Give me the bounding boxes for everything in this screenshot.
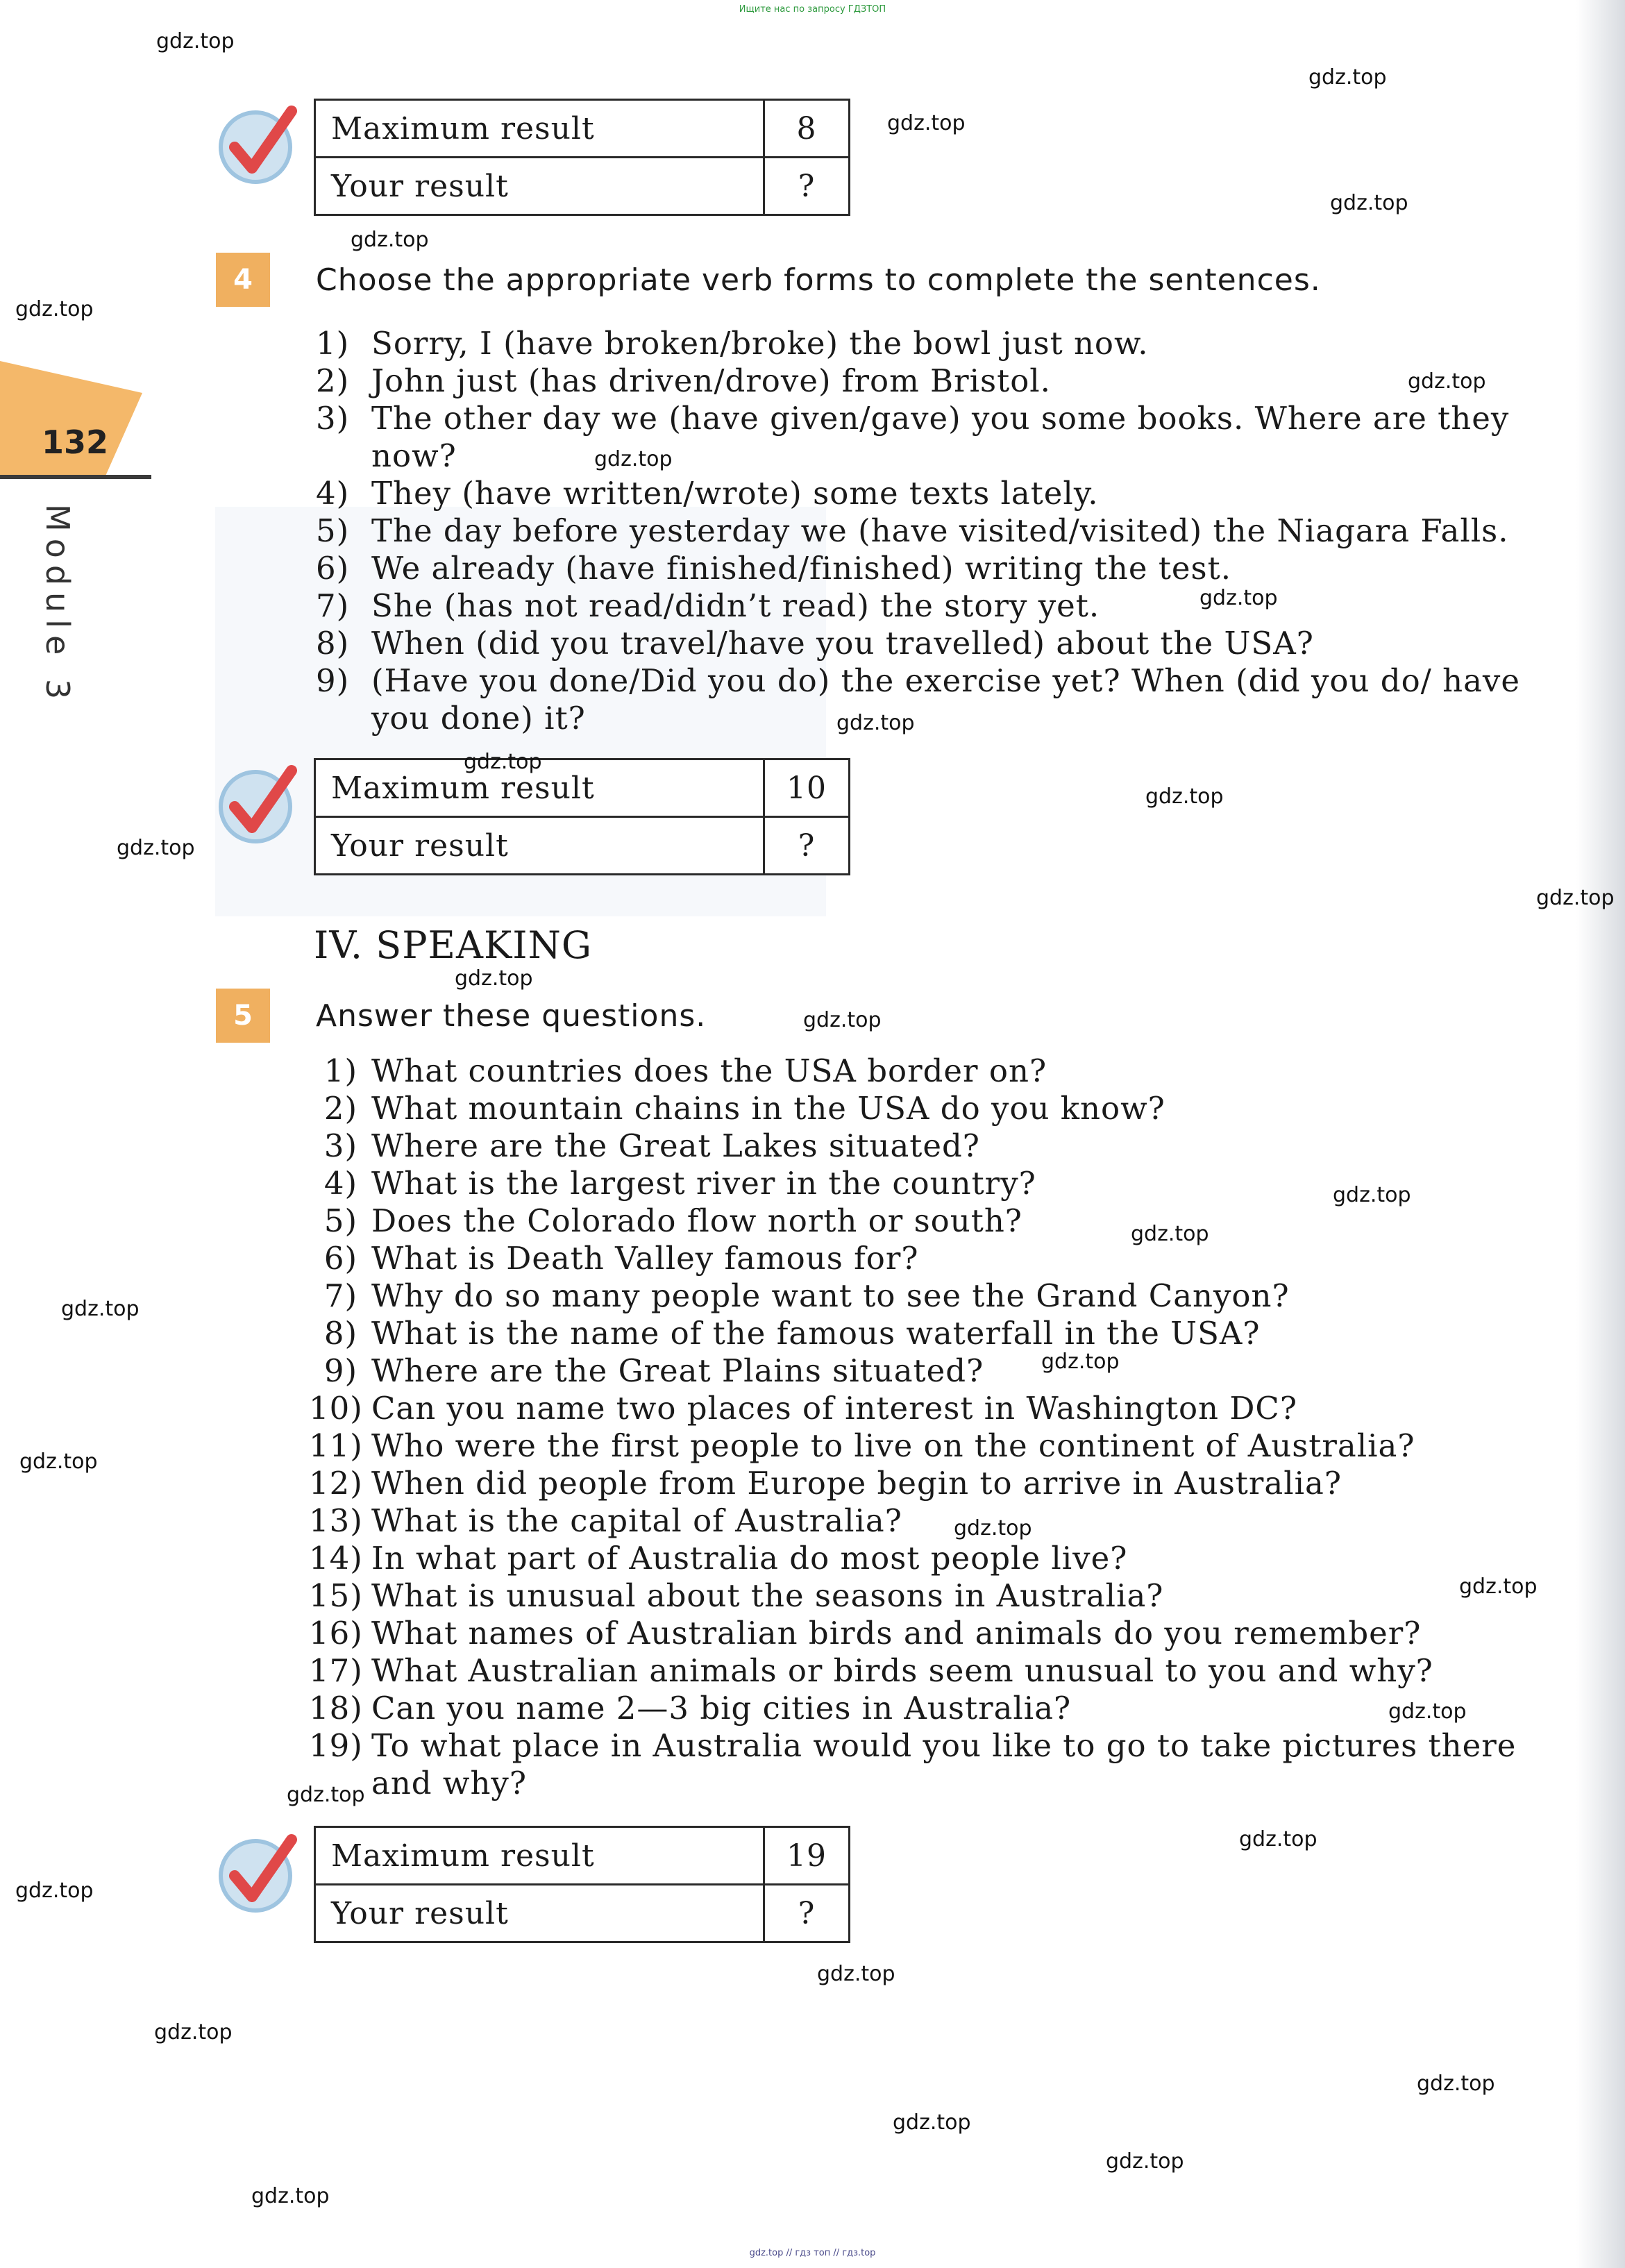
your-result-value: ? — [764, 1885, 850, 1942]
item-number: 1) — [316, 325, 350, 362]
watermark: gdz.top — [1106, 2149, 1184, 2174]
item-number: 13) — [309, 1502, 363, 1539]
list-item — [309, 1427, 1579, 1465]
item-number: 17) — [309, 1652, 363, 1689]
watermark: gdz.top — [61, 1297, 140, 1321]
item-text: What mountain chains in the USA do you know? — [371, 1090, 1165, 1127]
item-number: 4) — [316, 475, 350, 512]
item-text: Who were the first people to live on the continent of Australia? — [371, 1427, 1415, 1464]
item-number: 6) — [316, 550, 350, 587]
watermark: gdz.top — [351, 228, 429, 252]
list-item — [316, 1127, 1579, 1165]
module-label: Module 3 — [39, 504, 76, 707]
watermark: gdz.top — [594, 447, 673, 471]
result-table-3 — [314, 1826, 850, 1943]
page-number: 132 — [42, 423, 109, 461]
item-number: 11) — [309, 1427, 363, 1464]
page-tab-shape — [0, 361, 146, 479]
list-item — [316, 1202, 1579, 1240]
item-text: (Have you done/Did you do) the exercise yet? When (did you do/ have you done) it? — [371, 662, 1520, 737]
item-number: 19) — [309, 1727, 363, 1764]
item-text: When (did you travel/have you travelled) about the USA? — [371, 625, 1314, 662]
watermark: gdz.top — [1459, 1574, 1538, 1599]
item-number: 5) — [316, 512, 350, 549]
item-text: Can you name two places of interest in Washington DC? — [371, 1390, 1297, 1427]
watermark: gdz.top — [887, 111, 966, 135]
item-text: What is the capital of Australia? — [371, 1502, 902, 1539]
watermark: gdz.top — [1239, 1827, 1317, 1851]
watermark: gdz.top — [1408, 369, 1486, 394]
item-text: What is Death Valley famous for? — [371, 1240, 919, 1277]
item-text: What is unusual about the seasons in Australia? — [371, 1577, 1164, 1614]
your-result-label: Your result — [315, 817, 764, 875]
item-number: 15) — [309, 1577, 363, 1614]
item-number: 1) — [323, 1052, 357, 1089]
item-text: What Australian animals or birds seem unusual to you and why? — [371, 1652, 1433, 1689]
item-text: Does the Colorado flow north or south? — [371, 1202, 1022, 1239]
item-text: John just (has driven/drove) from Bristol. — [371, 362, 1051, 399]
your-result-label: Your result — [315, 1885, 764, 1942]
list-item — [316, 362, 1579, 400]
list-item — [316, 400, 1579, 475]
your-result-value: ? — [764, 817, 850, 875]
item-number: 14) — [309, 1540, 363, 1577]
watermark: gdz.top — [893, 2110, 971, 2135]
item-text: What is the largest river in the country? — [371, 1165, 1036, 1202]
item-number: 9) — [316, 662, 350, 699]
list-item — [309, 1465, 1579, 1502]
watermark: gdz.top — [954, 1516, 1032, 1540]
item-number: 7) — [316, 587, 350, 624]
list-item — [316, 1052, 1579, 1090]
watermark: gdz.top — [464, 750, 542, 774]
list-item — [316, 1090, 1579, 1127]
item-text: They (have written/wrote) some texts lately. — [371, 475, 1099, 512]
page-tab-divider — [0, 475, 151, 479]
item-number: 7) — [323, 1277, 357, 1314]
self-check-icon — [214, 1833, 297, 1916]
self-check-icon — [214, 104, 297, 187]
watermark: gdz.top — [1041, 1350, 1120, 1374]
item-number: 2) — [316, 362, 350, 399]
task4-sentence-list — [316, 325, 1579, 737]
list-item — [309, 1540, 1579, 1577]
watermark: gdz.top — [836, 711, 915, 735]
footer-note: gdz.top // гдз топ // гдз.top — [749, 2248, 876, 2258]
list-item — [316, 587, 1579, 625]
item-text: She (has not read/didn’t read) the story yet. — [371, 587, 1100, 624]
watermark: gdz.top — [287, 1783, 365, 1807]
item-number: 12) — [309, 1465, 363, 1502]
watermark: gdz.top — [1145, 784, 1224, 809]
watermark: gdz.top — [19, 1450, 98, 1474]
page-edge-shadow — [1576, 0, 1625, 2268]
watermark: gdz.top — [117, 836, 195, 860]
maximum-result-label: Maximum result — [315, 759, 764, 817]
item-text: To what place in Australia would you like to go to take pictures there and why? — [371, 1727, 1517, 1801]
watermark: gdz.top — [1199, 586, 1278, 610]
watermark: gdz.top — [803, 1008, 882, 1032]
watermark: gdz.top — [15, 1879, 94, 1903]
task-instruction: Answer these questions. — [316, 998, 707, 1034]
maximum-result-value: 19 — [764, 1827, 850, 1885]
task-number-badge: 4 — [216, 253, 270, 307]
item-number: 8) — [316, 625, 350, 662]
list-item — [309, 1615, 1579, 1652]
maximum-result-label: Maximum result — [315, 1827, 764, 1885]
header-note: Ищите нас по запросу ГДЗТОП — [739, 4, 886, 15]
list-item — [309, 1652, 1579, 1690]
item-text: When did people from Europe begin to arrive in Australia? — [371, 1465, 1342, 1502]
watermark: gdz.top — [1417, 2072, 1495, 2096]
list-item — [309, 1502, 1579, 1540]
item-text: We already (have finished/finished) writing the test. — [371, 550, 1232, 587]
task-number-badge: 5 — [216, 989, 270, 1043]
item-number: 18) — [309, 1690, 363, 1727]
list-item — [309, 1390, 1579, 1427]
item-text: Where are the Great Plains situated? — [371, 1352, 984, 1389]
item-text: In what part of Australia do most people live? — [371, 1540, 1128, 1577]
watermark: gdz.top — [817, 1962, 895, 1986]
item-text: Sorry, I (have broken/broke) the bowl just now. — [371, 325, 1149, 362]
item-number: 6) — [323, 1240, 357, 1277]
list-item — [316, 550, 1579, 587]
item-number: 3) — [316, 400, 350, 437]
your-result-label: Your result — [315, 158, 764, 215]
item-number: 5) — [323, 1202, 357, 1239]
list-item — [316, 512, 1579, 550]
item-number: 9) — [323, 1352, 357, 1389]
list-item — [316, 662, 1579, 737]
your-result-value: ? — [764, 158, 850, 215]
item-text: The other day we (have given/gave) you some books. Where are they now? — [371, 400, 1510, 474]
item-number: 10) — [309, 1390, 363, 1427]
watermark: gdz.top — [1536, 886, 1615, 910]
watermark: gdz.top — [1308, 65, 1387, 90]
watermark: gdz.top — [154, 2020, 233, 2044]
maximum-result-value: 10 — [764, 759, 850, 817]
watermark: gdz.top — [156, 29, 235, 53]
list-item — [316, 1315, 1579, 1352]
list-item — [316, 1277, 1579, 1315]
item-text: Why do so many people want to see the Grand Canyon? — [371, 1277, 1290, 1314]
item-number: 3) — [323, 1127, 357, 1164]
watermark: gdz.top — [1333, 1183, 1411, 1207]
item-text: What names of Australian birds and animals do you remember? — [371, 1615, 1422, 1652]
item-text: What is the name of the famous waterfall in the USA? — [371, 1315, 1261, 1352]
list-item — [316, 475, 1579, 512]
item-text: Can you name 2—3 big cities in Australia? — [371, 1690, 1072, 1727]
maximum-result-value: 8 — [764, 100, 850, 158]
item-text: The day before yesterday we (have visited/visited) the Niagara Falls. — [371, 512, 1509, 549]
watermark: gdz.top — [455, 966, 533, 991]
watermark: gdz.top — [1388, 1699, 1467, 1724]
self-check-icon — [214, 764, 297, 847]
list-item — [316, 625, 1579, 662]
item-text: Where are the Great Lakes situated? — [371, 1127, 980, 1164]
list-item — [316, 1352, 1579, 1390]
section-heading: IV. SPEAKING — [314, 923, 593, 967]
item-number: 2) — [323, 1090, 357, 1127]
list-item — [316, 1240, 1579, 1277]
watermark: gdz.top — [1330, 191, 1408, 215]
watermark: gdz.top — [251, 2184, 330, 2208]
item-number: 4) — [323, 1165, 357, 1202]
watermark: gdz.top — [1131, 1222, 1209, 1246]
list-item — [309, 1577, 1579, 1615]
watermark: gdz.top — [15, 297, 94, 321]
maximum-result-label: Maximum result — [315, 100, 764, 158]
item-text: What countries does the USA border on? — [371, 1052, 1047, 1089]
result-table-1 — [314, 99, 850, 216]
task-instruction: Choose the appropriate verb forms to complete the sentences. — [316, 262, 1321, 298]
list-item — [316, 325, 1579, 362]
item-number: 8) — [323, 1315, 357, 1352]
result-table-2 — [314, 758, 850, 875]
item-number: 16) — [309, 1615, 363, 1652]
